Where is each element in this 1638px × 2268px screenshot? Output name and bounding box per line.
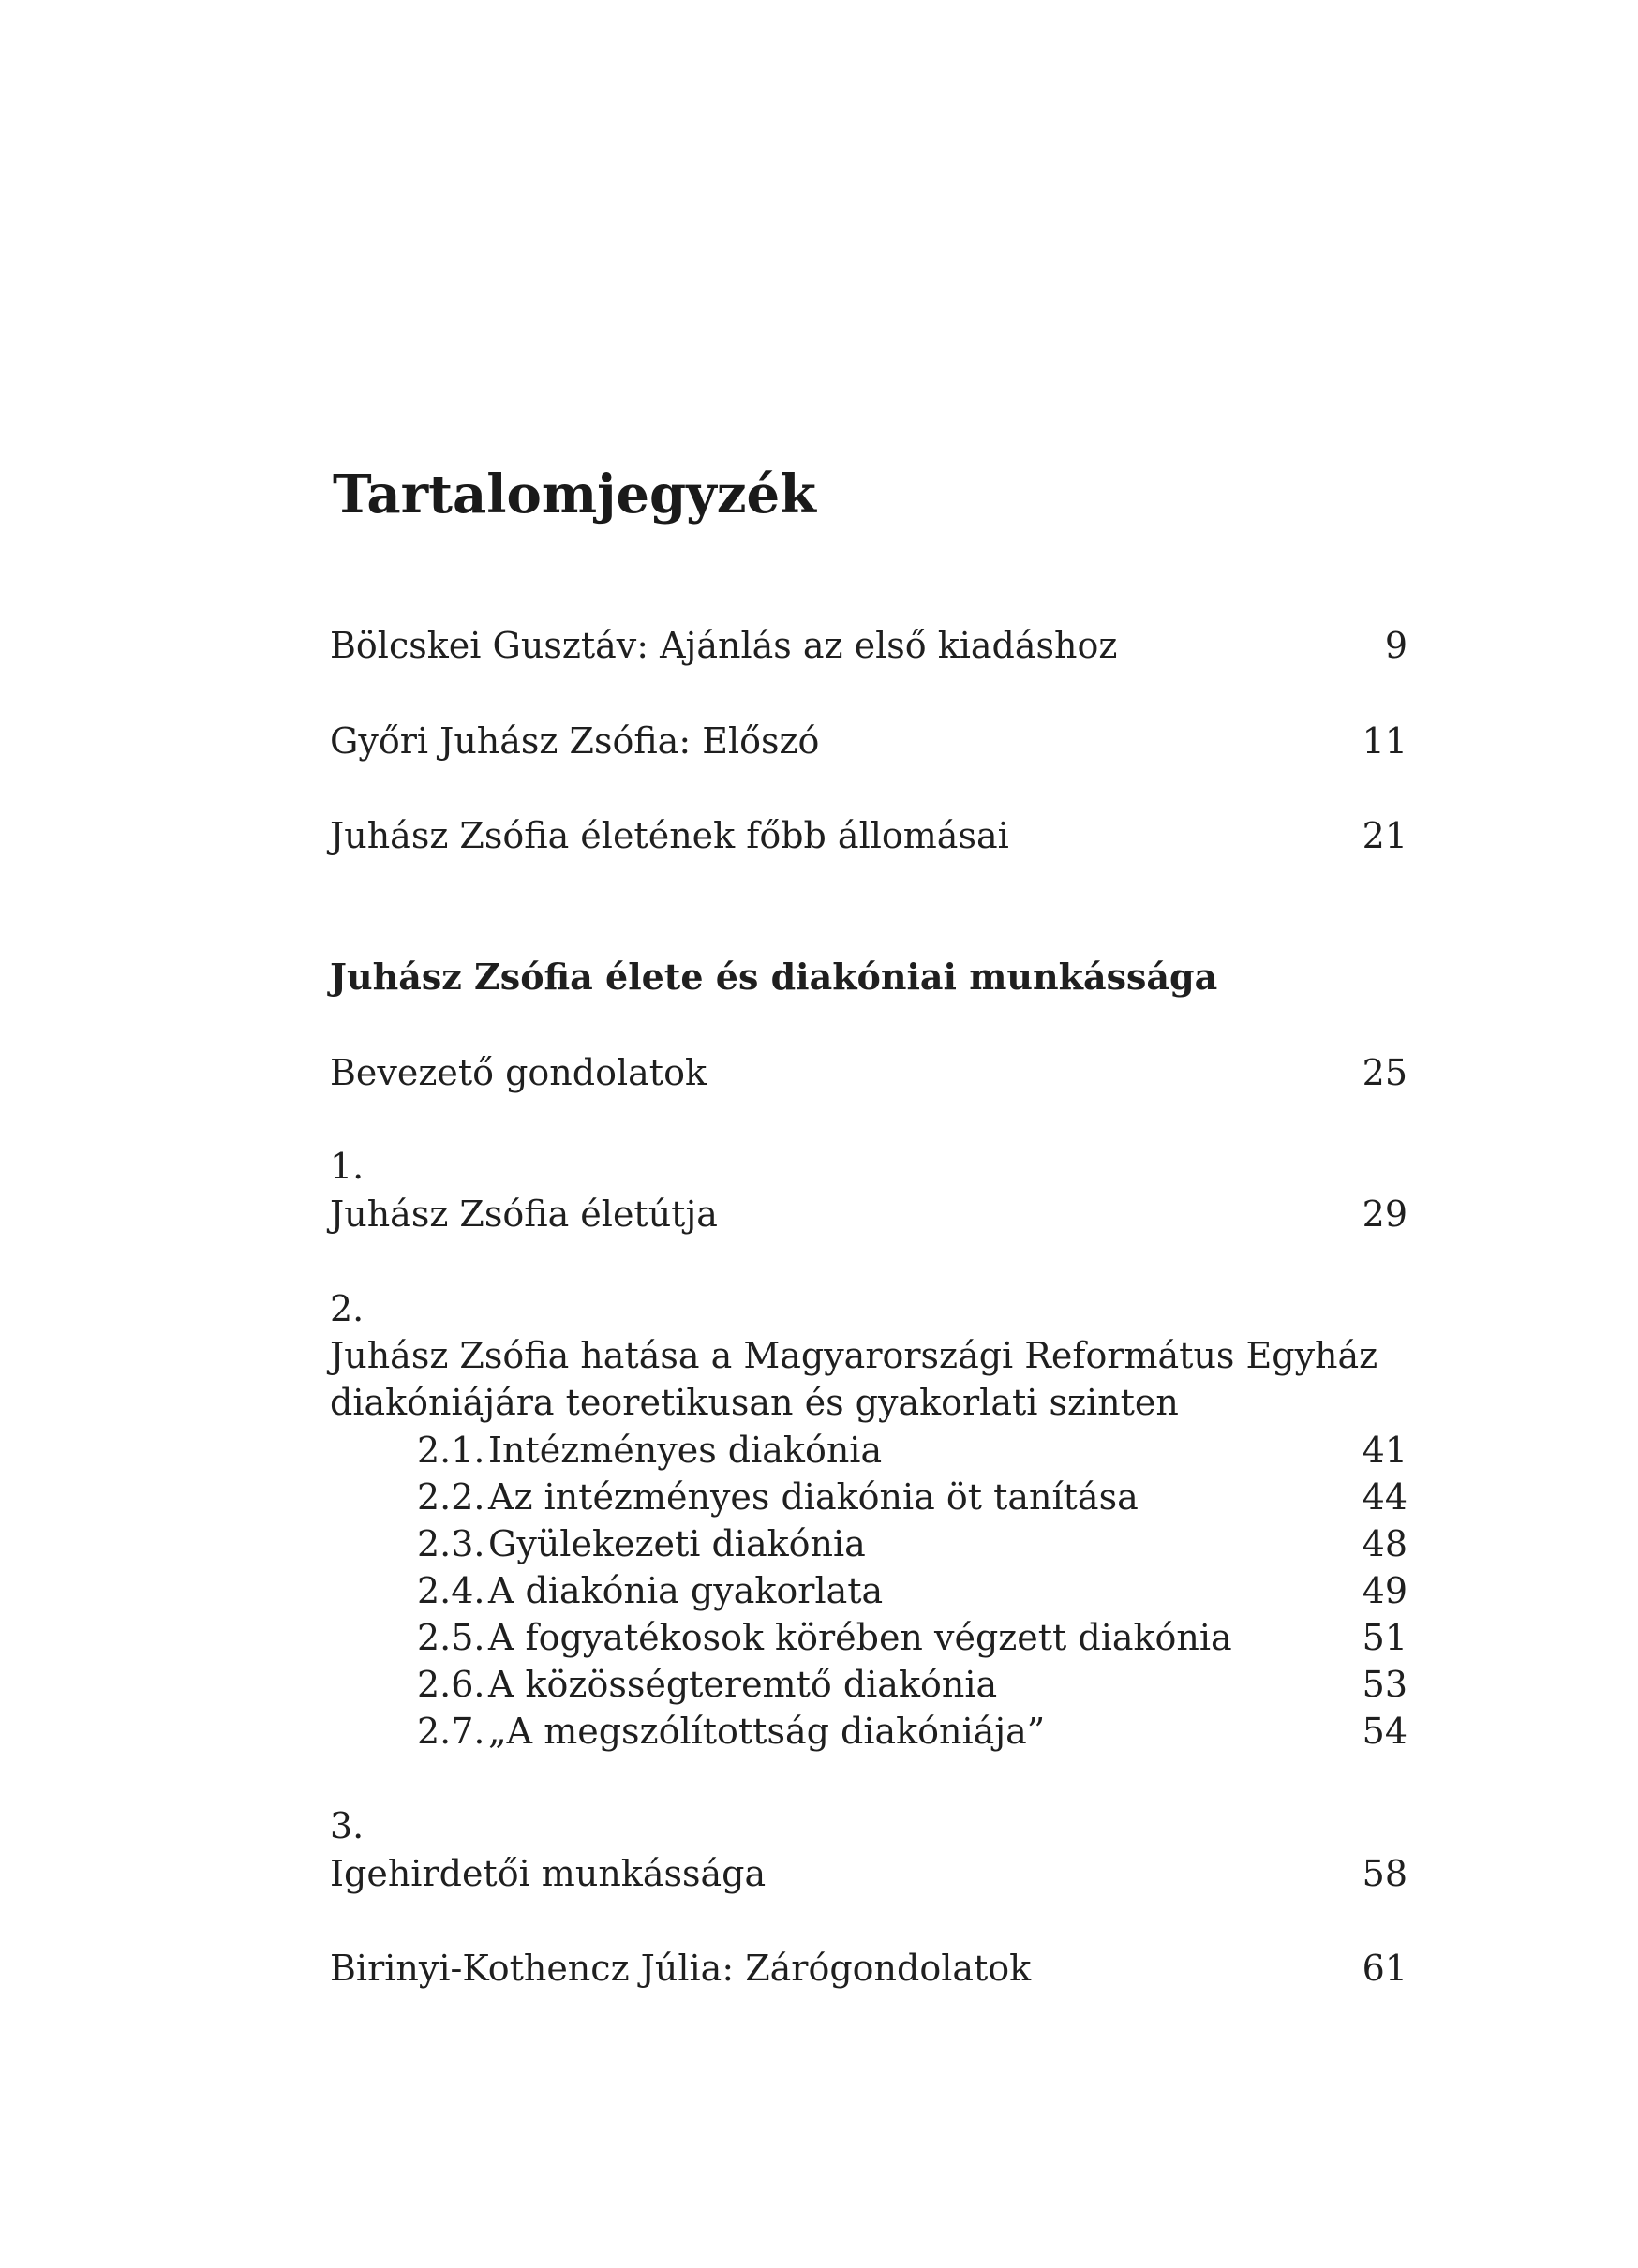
section-number: 2.5. <box>417 1617 485 1658</box>
section-number: 2.1. <box>417 1430 485 1471</box>
chapter-number-text: 1. <box>330 1146 365 1187</box>
toc-subentry[interactable] <box>330 1474 1407 1520</box>
toc-entry-life-milestones[interactable] <box>330 812 1407 859</box>
chapter-number <box>330 1802 1407 1849</box>
toc-page-number: 25 <box>1362 1052 1407 1093</box>
toc-entry-text: Juhász Zsófia életútja <box>330 1193 718 1235</box>
chapter-number <box>330 1143 1407 1190</box>
toc-entry-text: Győri Juhász Zsófia: Előszó <box>330 720 820 762</box>
toc-page-number: 41 <box>1362 1430 1407 1471</box>
toc-entry-text: Bölcskei Gusztáv: Ajánlás az első kiadáshoz <box>330 625 1118 666</box>
toc-entry-chapter-1[interactable] <box>330 1191 1407 1238</box>
toc-entry-text: A közösségteremtő diakónia <box>488 1664 998 1705</box>
toc-entry-text: Igehirdetői munkássága <box>330 1853 767 1894</box>
chapter-number-text: 3. <box>330 1805 365 1846</box>
page-title: Tartalomjegyzék <box>333 464 816 526</box>
toc-entry-closing[interactable] <box>330 1945 1407 1992</box>
toc-page-number: 21 <box>1362 815 1407 856</box>
part-heading-text: Juhász Zsófia élete és diakóniai munkássága <box>330 956 1218 998</box>
chapter-number-text: 2. <box>330 1288 365 1329</box>
chapter-number <box>330 1285 1407 1332</box>
toc-entry-chapter-2-line-1[interactable] <box>330 1332 1407 1379</box>
toc-page-number: 61 <box>1362 1948 1407 1989</box>
toc-page-number: 53 <box>1362 1664 1407 1705</box>
toc-entry-text: Gyülekezeti diakónia <box>488 1523 866 1564</box>
table-of-contents <box>330 0 1407 2268</box>
section-number: 2.2. <box>417 1476 485 1518</box>
toc-entry-text: diakóniájára teoretikusan és gyakorlati szinten <box>330 1382 1179 1423</box>
toc-entry-foreword[interactable] <box>330 718 1407 764</box>
toc-page-number: 44 <box>1362 1476 1407 1518</box>
section-number: 2.6. <box>417 1664 485 1705</box>
section-number: 2.3. <box>417 1523 485 1564</box>
toc-entry-text: Az intézményes diakónia öt tanítása <box>488 1476 1139 1518</box>
toc-entry-text: „A megszólítottság diakóniája” <box>488 1711 1046 1752</box>
toc-entry-text: Birinyi-Kothencz Júlia: Zárógondolatok <box>330 1948 1032 1989</box>
toc-page-number: 54 <box>1362 1711 1407 1752</box>
toc-entry-chapter-3[interactable] <box>330 1850 1407 1897</box>
toc-entry-text: Intézményes diakónia <box>488 1430 883 1471</box>
toc-entry-text: Juhász Zsófia életének főbb állomásai <box>330 815 1009 856</box>
toc-subentry[interactable] <box>330 1520 1407 1567</box>
section-number: 2.7. <box>417 1711 485 1752</box>
part-heading <box>330 954 1407 1001</box>
toc-entry-chapter-2-line-2[interactable] <box>330 1379 1407 1426</box>
toc-subentry[interactable] <box>330 1567 1407 1614</box>
toc-entry-recommendation[interactable] <box>330 622 1407 669</box>
toc-subentry[interactable] <box>330 1708 1407 1755</box>
toc-entry-intro[interactable] <box>330 1049 1407 1096</box>
toc-page-number: 58 <box>1362 1853 1407 1894</box>
toc-entry-text: Bevezető gondolatok <box>330 1052 707 1093</box>
toc-page-number: 48 <box>1362 1523 1407 1564</box>
toc-page-number: 11 <box>1362 720 1407 762</box>
toc-page-number: 29 <box>1362 1193 1407 1235</box>
toc-subentry[interactable] <box>330 1614 1407 1661</box>
toc-page-number: 51 <box>1362 1617 1407 1658</box>
section-number: 2.4. <box>417 1570 485 1611</box>
toc-entry-text: Juhász Zsófia hatása a Magyarországi Református Egyház <box>330 1335 1378 1376</box>
toc-entry-text: A diakónia gyakorlata <box>488 1570 884 1611</box>
toc-page-number: 9 <box>1384 625 1407 666</box>
toc-subentry[interactable] <box>330 1661 1407 1708</box>
toc-subentry[interactable] <box>330 1427 1407 1474</box>
toc-page-number: 49 <box>1362 1570 1407 1611</box>
toc-entry-text: A fogyatékosok körében végzett diakónia <box>488 1617 1232 1658</box>
